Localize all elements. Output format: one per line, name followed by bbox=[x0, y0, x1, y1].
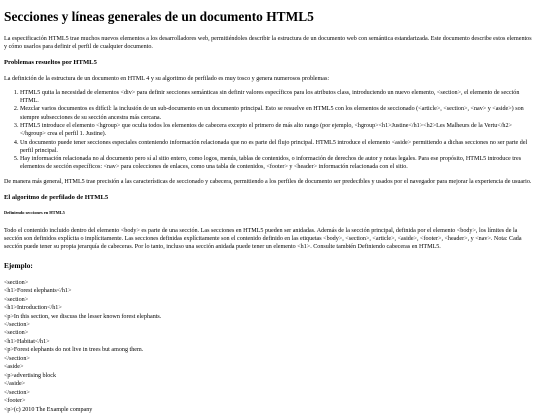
defining-sections-paragraph: Todo el contenido incluido dentro del elemento <body> es parte de una sección. Las secciones en HTML5 pueden ser anidadas. Además de la sección principal, definida por el elemento <body>, los límites de la sección son definidos explícita o implícitamente. Las secciones definidas explícitamente son el contenido definido en las etiquetas <body>, <section>, <article>, <aside>, <footer>, <header>, y <nav>. Nota: Cada sección puede tener su propia jerarquía de cabeceras. Por lo tanto, incluso una sección anidada puede tener un elemento <h1>. Consulte también Definiendo cabeceras en HTML5. bbox=[4, 227, 522, 251]
code-line: <section> bbox=[4, 279, 29, 286]
code-line: </section> bbox=[4, 389, 30, 396]
code-line: <h1>Forest elephants</h1> bbox=[4, 288, 72, 295]
problem-item: 4. Un documento puede tener secciones especiales conteniendo información relacionada que no es parte del flujo principal. HTML5 introduce el elemento <aside> permitiendo a dichas secciones no ser parte del perfil principal. bbox=[20, 139, 536, 156]
code-line: <footer> bbox=[4, 398, 26, 405]
problem-item: 2. Mezclar varios documentos es difícil: la inclusión de un sub-documento en un documento principal. Esto se resuelve en HTML5 con los elementos de seccionado (<article>, <section>, <nav> y <aside>) son siempre subsecciones de su sección ancestra más cercana. bbox=[20, 105, 536, 122]
code-line: </aside> bbox=[4, 381, 26, 388]
code-line: <h1>Introduction</h1> bbox=[4, 305, 62, 312]
intro-paragraph: La especificación HTML5 trae muchos nuevos elementos a los desarrolladores web, permitiéndoles describir la estructura de un documento web con semántica estandarizada. Este documento describe estos elementos y cómo usarlos para definir el perfil de cualquier documento. bbox=[4, 36, 532, 51]
summary-paragraph: De manera más general, HTML5 trae precisión a las características de seccionado y cabecera, permitiendo a los perfiles de documento ser predecibles y usados por el navegador para mejorar la experiencia de usuario. bbox=[4, 178, 532, 185]
problem-item: 5. Hay información relacionada no al documento pero sí al sitio entero, como logos, menús, tablas de contenidos, o información de derechos de autor y notas legales. Para ese propósito, HTML5 introduce tres elementos de sección específicos: <nav> para colecciones de enlaces, como una tabla de contenidos, <footer> y <header> información relacionada con el sitio. bbox=[20, 155, 536, 172]
code-line: <p>advertising block bbox=[4, 372, 57, 379]
problems-intro: La definición de la estructura de un documento en HTML 4 y su algoritmo de perfilado es muy tosco y genera numerosos problemas: bbox=[4, 75, 330, 82]
problems-list bbox=[4, 89, 536, 172]
problems-heading: Problemas resueltos por HTML5 bbox=[4, 58, 97, 66]
algorithm-heading: El algoritmo de perfilado de HTML5 bbox=[4, 193, 109, 201]
code-line: <aside> bbox=[4, 364, 24, 371]
code-line: <p>Forest elephants do not live in trees but among them. bbox=[4, 347, 144, 354]
example-heading: Ejemplo: bbox=[4, 260, 33, 270]
problem-item: 3. HTML5 introduce el elemento <hgroup> que oculta todos los elementos de cabecera excepto el primero de más alto rango (por ejemplo, <hgroup><h1>Justine</h1><h2>Les Malheurs de la Vertu</h2></hgroup> crea el perfil 1. Justine). bbox=[20, 122, 536, 139]
problem-item: 1. HTML5 quita la necesidad de elementos <div> para definir secciones semánticas sin definir valores específicos para los atributos class, introduciendo un nuevo elemento, <section>, el elemento de sección HTML. bbox=[20, 89, 536, 106]
code-line: <p>(c) 2010 The Example company bbox=[4, 406, 93, 413]
code-line: <h1>Habitat</h1> bbox=[4, 338, 50, 345]
page-title: Secciones y líneas generales de un documento HTML5 bbox=[4, 9, 314, 24]
code-line: </section> bbox=[4, 322, 30, 329]
code-line: <section> bbox=[4, 330, 29, 337]
code-line: <p>In this section, we discuss the lesser known forest elephants. bbox=[4, 313, 162, 320]
code-line: </section> bbox=[4, 355, 30, 362]
code-example bbox=[4, 279, 536, 414]
code-line: <section> bbox=[4, 296, 29, 303]
defining-sections-heading: Definiendo secciones en HTML5 bbox=[4, 209, 65, 215]
